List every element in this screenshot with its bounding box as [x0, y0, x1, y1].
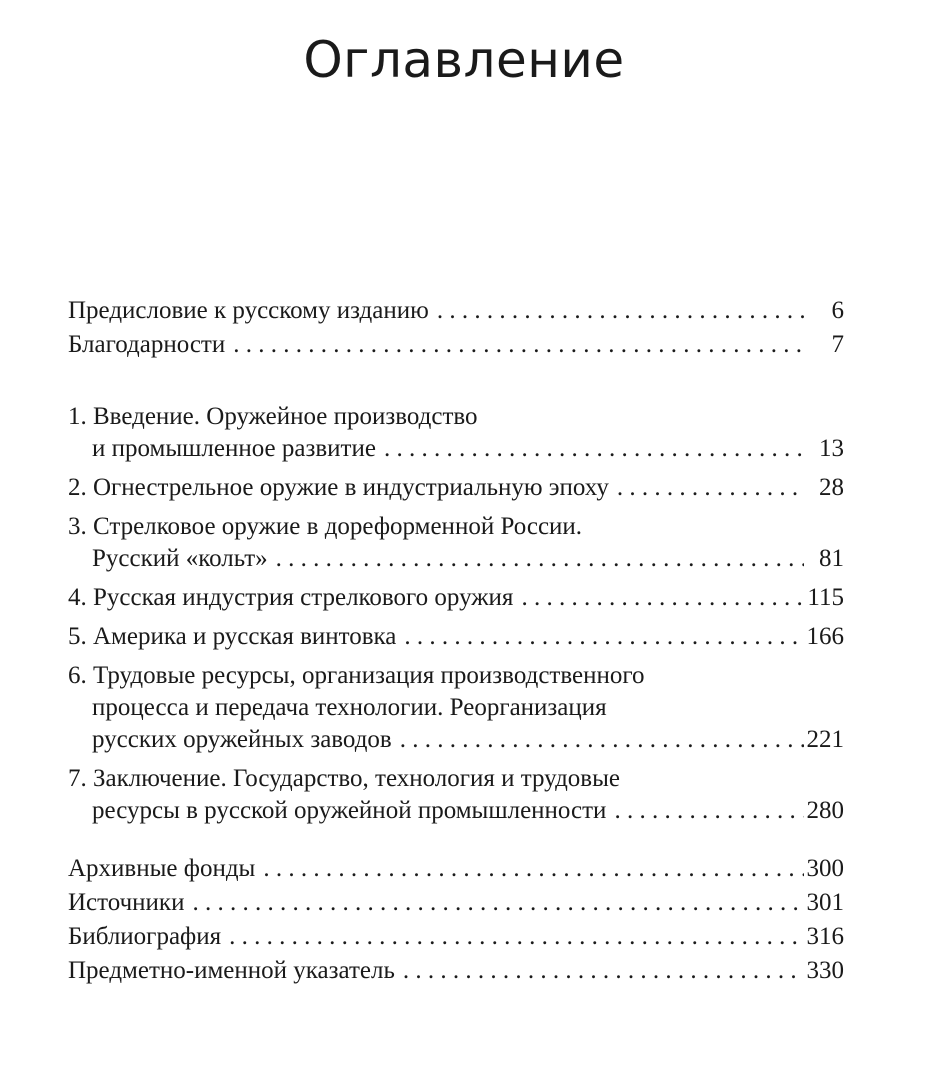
toc-page-number: 300: [806, 855, 844, 882]
toc-entry-bibliography[interactable]: [68, 921, 844, 953]
toc-chapters: [68, 401, 844, 827]
toc-entry-title: 3. Стрелковое оружие в дореформенной России.: [68, 513, 583, 540]
toc-page-number: 221: [806, 726, 844, 753]
toc-entry-title-cont: Русский «кольт»: [92, 545, 268, 572]
toc-entry-line: [68, 582, 844, 614]
toc-entry-title-cont: и промышленное развитие: [92, 435, 376, 462]
toc-entry-chapter-3[interactable]: [68, 511, 844, 575]
toc-entry-archives[interactable]: [68, 853, 844, 885]
toc-entry-chapter-2[interactable]: [68, 472, 844, 504]
toc-entry-title: Благодарности: [68, 331, 226, 358]
toc-entry-title: 7. Заключение. Государство, технология и трудовые: [68, 765, 621, 792]
dot-leader: [609, 472, 804, 504]
dot-leader: [429, 295, 804, 327]
toc-entry-chapter-1[interactable]: [68, 401, 844, 465]
toc-page-number: 301: [806, 889, 844, 916]
dot-leader: [392, 724, 804, 756]
toc-page-number: 330: [806, 957, 844, 984]
toc-page-number: 316: [806, 923, 844, 950]
toc-front-matter: [68, 295, 844, 361]
table-of-contents: [68, 295, 844, 989]
dot-leader: [225, 329, 804, 361]
dot-leader: [376, 433, 804, 465]
page-title: Оглавление: [303, 31, 625, 89]
toc-entry-title-cont: русских оружейных заводов: [92, 726, 392, 753]
toc-entry-line: [68, 853, 844, 885]
toc-entry-chapter-5[interactable]: [68, 621, 844, 653]
toc-page-number: 7: [831, 331, 844, 358]
toc-entry-chapter-6[interactable]: [68, 660, 844, 756]
toc-entry-line: [68, 543, 844, 575]
dot-leader: [184, 887, 804, 919]
toc-back-matter: [68, 853, 844, 987]
toc-entry-index[interactable]: [68, 955, 844, 987]
toc-entry-line: [68, 795, 844, 827]
toc-entry-line: [68, 955, 844, 987]
toc-entry-title: 5. Америка и русская винтовка: [68, 623, 397, 650]
toc-entry-line: [68, 887, 844, 919]
dot-leader: [395, 955, 804, 987]
toc-entry-line: [68, 921, 844, 953]
toc-entry-title: Предметно-именной указатель: [68, 957, 395, 984]
toc-entry-preface[interactable]: [68, 295, 844, 327]
toc-entry-line: [68, 621, 844, 653]
toc-entry-line: [68, 295, 844, 327]
toc-entry-title: 4. Русская индустрия стрелкового оружия: [68, 584, 514, 611]
toc-page-number: 6: [831, 297, 844, 324]
toc-entry-chapter-7[interactable]: [68, 763, 844, 827]
toc-entry-title: 1. Введение. Оружейное производство: [68, 403, 478, 430]
toc-entry-title: 6. Трудовые ресурсы, организация производственного: [68, 662, 645, 689]
toc-entry-title: Предисловие к русскому изданию: [68, 297, 429, 324]
toc-entry-line: [68, 724, 844, 756]
toc-entry-title: Источники: [68, 889, 185, 916]
toc-page-number: 115: [807, 584, 844, 611]
toc-page-number: 28: [819, 474, 844, 501]
toc-entry-title: Архивные фонды: [68, 855, 256, 882]
toc-entry-title: Библиография: [68, 923, 222, 950]
toc-page-number: 166: [806, 623, 844, 650]
toc-entry-acknowledgements[interactable]: [68, 329, 844, 361]
toc-entry-line: [68, 433, 844, 465]
dot-leader: [513, 582, 804, 614]
dot-leader: [396, 621, 804, 653]
toc-page-number: 13: [819, 435, 844, 462]
toc-page-number: 280: [806, 797, 844, 824]
dot-leader: [255, 853, 804, 885]
toc-entry-line: [68, 472, 844, 504]
toc-entry-line: [68, 329, 844, 361]
toc-page-number: 81: [819, 545, 844, 572]
dot-leader: [221, 921, 804, 953]
dot-leader: [606, 795, 804, 827]
toc-entry-title-cont: ресурсы в русской оружейной промышленности: [92, 797, 607, 824]
toc-entry-title: 2. Огнестрельное оружие в индустриальную эпоху: [68, 474, 609, 501]
toc-entry-chapter-4[interactable]: [68, 582, 844, 614]
toc-entry-title-cont: процесса и передача технологии. Реорганизация: [92, 694, 607, 721]
toc-entry-sources[interactable]: [68, 887, 844, 919]
dot-leader: [268, 543, 804, 575]
